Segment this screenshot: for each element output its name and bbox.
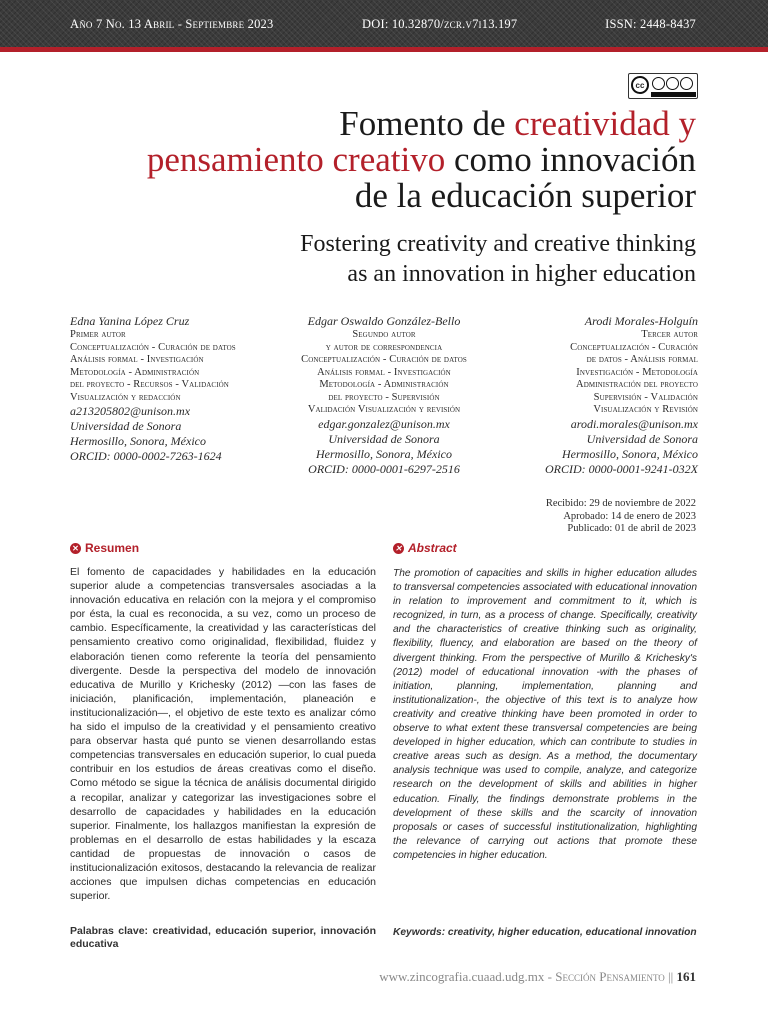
cc-by-nc-nd-icon <box>628 73 698 99</box>
author-city: Hermosillo, Sonora, México <box>562 446 698 461</box>
title-highlight: pensamiento creativo <box>146 140 446 179</box>
subtitle-line: Fostering creativity and creative thinking <box>300 231 696 257</box>
header-volume: Año 7 No. 13 Abril - Septiembre 2023 <box>70 17 274 31</box>
author-orcid[interactable]: ORCID: 0000-0001-9241-032X <box>545 461 698 476</box>
date-published: Publicado: 01 de abril de 2023 <box>567 523 696 534</box>
subtitle-line: as an innovation in higher education <box>347 261 696 287</box>
author-university: Universidad de Sonora <box>70 419 182 433</box>
resumen-text: El fomento de capacidades y habilidades en la educación superior alude a competencias transversales asociadas a la innovación educativa en relación con la mejora y el compromiso por ésta, la cual es reconocida, a su vez, como un proceso de cambio. Específicamente, la creatividad y las características del pensamiento creativo como originalidad, flexibilidad, fluidez y elaboración tienen como referente la teoría del pensamiento divergente. Desde la perspectiva del modelo de innovación educativa de Murillo y Krichesky (2012) —con las fases de iniciación, planificación, implementación, planeación e institucionalización—, el objetivo de este texto es analizar cómo ha sido el impulso de la creatividad y el pensamiento creativo para observar hasta qué punto se vienen desarrollando estas competencias transversales en educación superior, lo cual pueda contribuir en los estudios de áreas creativas como el diseño. Como método se sigue la técnica de análisis documental dirigido a recopilar, analizar y categorizar las investigaciones sobre el desarrollo de capacidades y habilidades en la educación superior. Finalmente, los hallazgos manifiestan la expresión de problemas en el desarrollo de estas habilidades y la escaza cantidad de propuestas de innovación o casos de institucionalización exitosos, destacando la relevancia de realizar acciones que impulsen dichas competencias en educación superior. <box>70 566 376 903</box>
page-footer <box>379 969 696 985</box>
author-role: Primer autor <box>70 329 126 340</box>
author-role: del proyecto - Recursos - Validación <box>70 379 229 390</box>
author-role: Visualización y redacción <box>70 391 181 403</box>
title-highlight: creatividad y <box>514 104 696 143</box>
author-block-2 <box>270 313 498 477</box>
title-part: como innovación <box>445 140 696 179</box>
author-role: Investigación - Metodología <box>576 366 698 378</box>
author-orcid[interactable]: ORCID: 0000-0001-6297-2516 <box>308 461 460 476</box>
author-email[interactable]: a213205802@unison.mx <box>70 404 191 418</box>
author-role: Metodología - Administración <box>319 379 449 390</box>
author-name: Edna Yanina López Cruz <box>70 314 190 328</box>
author-role: Administración del proyecto <box>576 379 698 390</box>
author-name: Edgar Oswaldo González-Bello <box>307 314 461 328</box>
author-city: Hermosillo, Sonora, México <box>70 434 206 448</box>
author-role: Análisis formal - Investigación <box>317 366 451 378</box>
author-role: Segundo autor <box>352 329 416 340</box>
palabras-clave: Palabras clave: creatividad, educación superior, innovación educativa <box>70 925 376 950</box>
x-circle-icon: ✕ <box>393 543 404 554</box>
author-university: Universidad de Sonora <box>328 431 440 446</box>
abstract-heading <box>393 541 457 555</box>
author-role: y autor de correspondencia <box>325 341 443 353</box>
author-role: Validación Visualización y revisión <box>307 404 461 415</box>
article-subtitle <box>60 229 696 289</box>
resumen-heading-label: Resumen <box>85 541 140 555</box>
author-role: Conceptualización - Curación <box>570 341 698 353</box>
footer-separator: || <box>664 969 677 984</box>
author-city: Hermosillo, Sonora, México <box>316 446 452 461</box>
author-email[interactable]: arodi.morales@unison.mx <box>570 416 698 431</box>
header-doi: DOI: 10.32870/zcr.v7i13.197 <box>362 17 518 31</box>
x-circle-icon: ✕ <box>70 543 81 554</box>
title-part: Fomento de <box>339 104 515 143</box>
author-role: Visualización y Revisión <box>593 404 698 415</box>
author-email[interactable]: edgar.gonzalez@unison.mx <box>318 416 450 431</box>
by-icon <box>652 77 665 90</box>
license-labels-bar <box>651 92 696 97</box>
author-role: Conceptualización - Curación de datos <box>70 341 236 353</box>
author-role: del proyecto - Supervisión <box>328 391 440 403</box>
author-orcid[interactable]: ORCID: 0000-0002-7263-1624 <box>70 449 222 463</box>
resumen-heading <box>70 541 139 555</box>
header-issn: ISSN: 2448-8437 <box>605 17 696 31</box>
author-role: de datos - Análisis formal <box>586 354 698 365</box>
header-accent-line <box>0 47 768 52</box>
footer-section: Sección Pensamiento <box>555 969 665 984</box>
article-title <box>60 106 696 214</box>
author-role: Tercer autor <box>641 329 698 340</box>
nd-icon <box>680 77 693 90</box>
author-block-3 <box>488 313 698 477</box>
author-role: Análisis formal - Investigación <box>70 354 204 365</box>
author-university: Universidad de Sonora <box>586 431 698 446</box>
abstract-heading-label: Abstract <box>408 541 457 555</box>
nc-icon <box>666 77 679 90</box>
author-role: Metodología - Administración <box>70 366 200 378</box>
page-number: 161 <box>676 969 696 984</box>
date-approved: Aprobado: 14 de enero de 2023 <box>563 510 696 522</box>
date-received: Recibido: 29 de noviembre de 2022 <box>545 498 696 509</box>
footer-url[interactable]: www.zincografia.cuaad.udg.mx - <box>379 969 556 984</box>
keywords: Keywords: creativity, higher education, educational innovation <box>393 927 697 938</box>
abstract-text: The promotion of capacities and skills in higher education alludes to transversal competencies associated with educational innovation in relation to improvement and commitment to it, which is recognized, in turn, as a process of change. Specifically, creativity and the characteristics of creative thinking such as originality, flexibility, fluency, and elaboration are based on the theory of divergent thinking. From the perspective of Murillo & Krichesky's (2012) model of educational innovation -with the phases of initiation, planning, implementation, planning and institutionalization-, the objective of this text is to analyze how creativity and creative thinking have been promoted in order to observe to what extent these transversal competencies are being developed in higher education, which can contribute to studies in creative areas such as design. As a method, the documentary analysis technique was used to compile, analyze, and categorize research on the development of skills and abilities in higher education. Finally, the findings demonstrate problems in the development of these skills and the scarcity of innovation proposals or cases of successful institutionalization, highlighting the relevance of carrying out actions that promote these competencies in higher education. <box>393 568 697 861</box>
author-block-1 <box>70 313 280 464</box>
author-role: Supervisión - Validación <box>593 391 698 403</box>
author-role: Conceptualización - Curación de datos <box>301 354 467 365</box>
cc-icon: cc <box>631 76 649 94</box>
author-name: Arodi Morales-Holguín <box>584 314 698 328</box>
publication-dates <box>546 498 696 536</box>
title-part: de la educación superior <box>354 176 696 215</box>
